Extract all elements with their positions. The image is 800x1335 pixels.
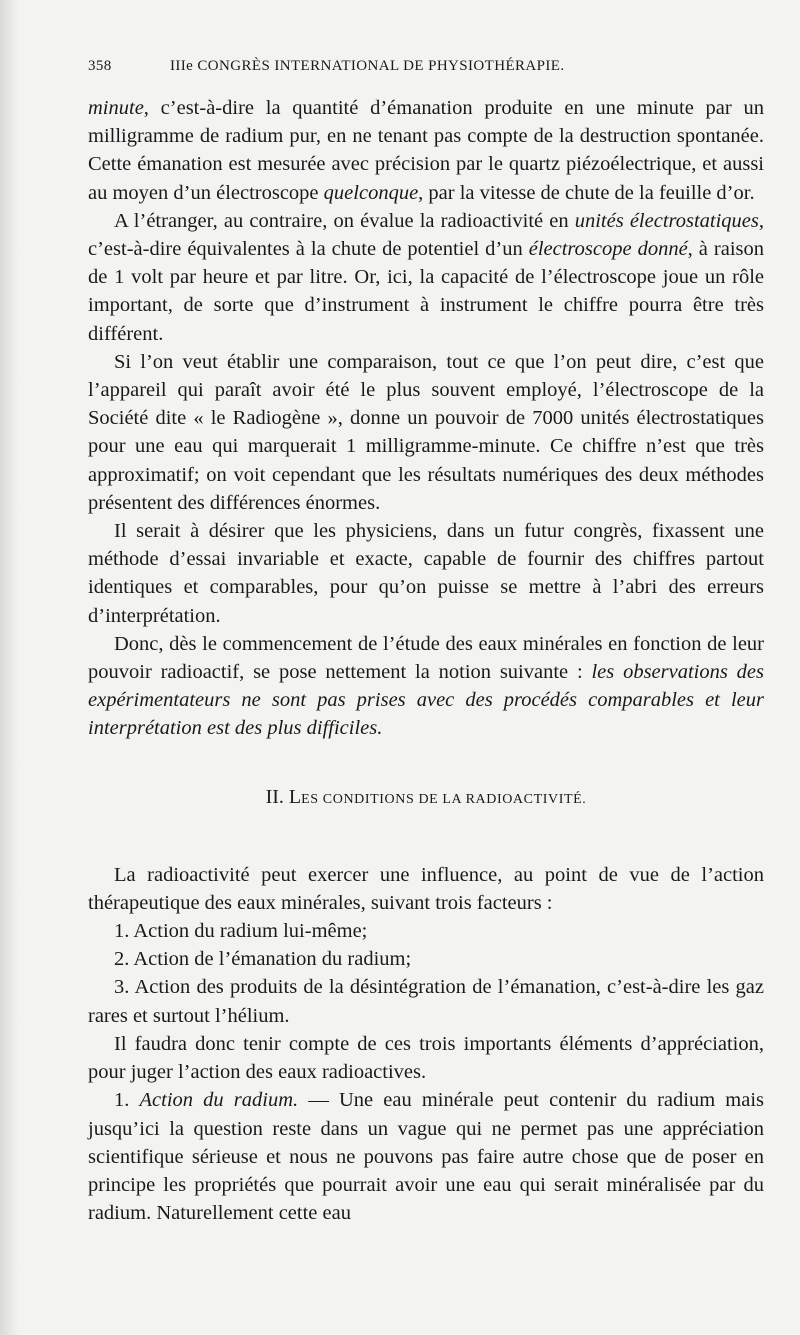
page-number: 358 (88, 58, 112, 74)
section-numeral: II. L (265, 785, 302, 808)
paragraph-5-text: Donc, dès le commencement de l’étude des eaux minérales en fonction de leur pouvoir radioactif, se pose nettement la notion suivante : (88, 632, 764, 684)
list-item-3: 3. Action des produits de la désintégration de l’émanation, c’est-à-dire les gaz rares et surtout l’hélium. (88, 976, 764, 1027)
running-title: IIIe CONGRÈS INTERNATIONAL DE PHYSIOTHÉRAPIE. (170, 58, 565, 74)
paragraph-7: Il faudra donc tenir compte de ces trois importants éléments d’appréciation, pour juger l’action des eaux radioactives. (88, 1032, 764, 1084)
page-spine-shadow (0, 0, 18, 1335)
paragraph-1-text: , c’est-à-dire la quantité d’émanation produite en une minute par un milligramme de radium pur, en ne tenant pas compte de la destruction spontanée. Cette émanation est mesurée avec précision par le quartz piézoélectrique, et aussi au moyen d’un électroscope (88, 97, 764, 204)
section-heading (88, 783, 764, 811)
paragraph-6: La radioactivité peut exercer une influence, au point de vue de l’action thérapeutique des eaux minérales, suivant trois facteurs : (88, 863, 764, 914)
list-item-2: 2. Action de l’émanation du radium; (114, 948, 412, 971)
paragraph-8-number: 1. (114, 1089, 140, 1112)
section-title: ES CONDITIONS DE LA RADIOACTIVITÉ. (301, 791, 587, 807)
italic-term: minute (88, 97, 144, 119)
paragraph-2-text: A l’étranger, au contraire, on évalue la radioactivité en (114, 209, 575, 232)
paragraph-2-text: , c’est-à-dire équivalentes à la chute de potentiel d’un (88, 209, 765, 261)
paragraph-3: Si l’on veut établir une comparaison, tout ce que l’on peut dire, c’est que l’appareil qui paraît avoir été le plus souvent employé, l’électroscope de la Société dite « le Radiogène », donne un pouvoir de 7000 unités électrostatiques pour une eau qui marquerait 1 milligramme-minute. Ce chiffre n’est que très approximatif; on voit cependant que les résultats numériques des deux méthodes présentent des différences énormes. (88, 350, 764, 514)
paragraph-2-text: , à raison de 1 volt par heure et par litre. Or, ici, la capacité de l’électroscope joue un rôle important, de sorte que d’instrument à instrument le chiffre pourra être très différent. (88, 238, 764, 345)
paragraph-2 (88, 207, 764, 348)
paragraph-1 (88, 94, 764, 207)
paragraph-1-text-end: , par la vitesse de chute de la feuille d’or. (418, 181, 755, 204)
italic-term: unités électrostatiques (574, 209, 759, 232)
paragraph-8 (88, 1086, 764, 1227)
running-head (88, 58, 764, 94)
italic-term: électroscope donné (528, 238, 688, 261)
italic-subheading: Action du radium. (139, 1089, 299, 1112)
italic-term: quelconque (323, 181, 419, 204)
list-item-1: 1. Action du radium lui-même; (114, 920, 368, 943)
paragraph-4: Il serait à désirer que les physiciens, dans un futur congrès, fixassent une méthode d’essai invariable et exacte, capable de fournir des chiffres partout identiques et comparables, pour qu’on puisse se mettre à l’abri des erreurs d’interprétation. (88, 520, 764, 627)
italic-conclusion: les observations des expérimentateurs ne sont pas prises avec des procédés comparables et leur interprétation est des plus difficiles. (88, 661, 764, 740)
paragraph-5 (88, 630, 764, 743)
paragraph-8-text: — Une eau minérale peut contenir du radium mais jusqu’ici la question reste dans un vague qui ne permet pas une appréciation scientifique sérieuse et nous ne pouvons pas faire autre chose que de poser en principe les propriétés que pourrait avoir une eau qui serait minéralisée par du radium. Naturellement cette eau (88, 1089, 764, 1225)
